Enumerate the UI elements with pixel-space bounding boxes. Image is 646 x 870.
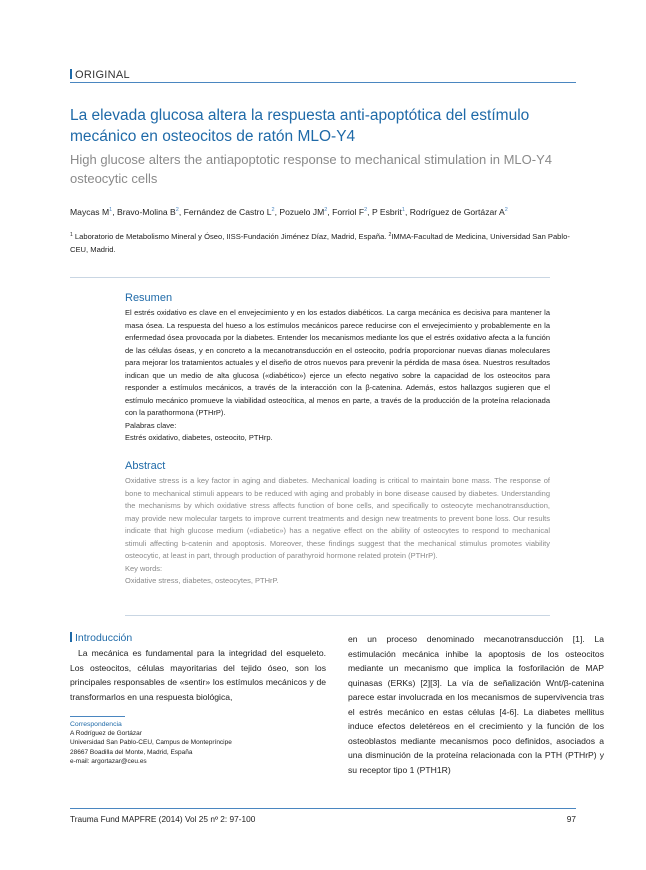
- author-affil-mark: 2: [271, 207, 275, 213]
- section-marker: [70, 69, 72, 79]
- author-list: Maycas $M^1$, Bravo-Molina $B^2$, Fernández de Castro $L^2$, Pozuelo $JM^2$, Forriol $F^2$, P Esbrit$^1$, Rodríguez de Gortázar $A^2$: [70, 207, 508, 217]
- correspondence-name: A Rodríguez de Gortázar: [70, 730, 142, 738]
- paragraph: en un proceso denominado mecanotransducción [1]. La estimulación mecánica inhibe la apoptosis de los osteocitos mediante un mecanismo que implica la fosforilación de MAP quinasas (ERKs) [2][3]. La vía de señalización Wnt/β-catenina parece estar involucrada en los mecanismos de supervivencia tras el estrés mecánico en estas células [4-6]. La diabetes mellitus induce efectos deletéreos en el crecimiento y la función de los osteoblastos mediante mecanismos poco definidos, asociados a una disminución de la proteína relacionada con la PTH (PTHrP) y su receptor tipo 1 (PTH1R): [348, 634, 604, 775]
- author: Maycas M: [70, 207, 110, 217]
- affil-mark: 1: [70, 232, 73, 238]
- resumen-keywords: Estrés oxidativo, diabetes, osteocito, PTHrp.: [125, 433, 273, 442]
- abstract-keywords-label: Key words:: [125, 563, 163, 573]
- author-affil-mark: 2: [364, 207, 368, 213]
- section-marker: [70, 632, 72, 642]
- correspondence-email: e-mail: argortazar@ceu.es: [70, 757, 147, 765]
- header-rule: [70, 82, 576, 83]
- intro-heading: [70, 632, 132, 644]
- correspondence-address: 28667 Boadilla del Monte, Madrid, España: [70, 748, 193, 756]
- abstract-heading: Abstract: [125, 460, 166, 472]
- author: P Esbrit: [371, 207, 402, 217]
- author-affil-mark: 2: [324, 207, 328, 213]
- affiliations: [70, 229, 576, 256]
- author-affil-mark: 2: [504, 207, 508, 213]
- divider: [70, 277, 550, 278]
- resumen-heading: Resumen: [125, 292, 173, 304]
- abstract-keywords: Oxidative stress, diabetes, osteocytes, PTHrP.: [125, 576, 279, 585]
- author: Fernández de Castro L: [183, 207, 272, 217]
- correspondence-rule: [70, 716, 125, 717]
- article-title-en: High glucose alters the antiapoptotic response to mechanical stimulation in MLO-Y4 osteocytic cells: [70, 152, 552, 186]
- abstract-text: Oxidative stress is a key factor in aging and diabetes. Mechanical loading is critical to maintain bone mass. The response of bone to mechanical stimuli appears to be reduced with aging and probably in bone disease caused by diabetes. Understanding the mechanisms by which oxidative stress affects function of bone cells, and specifically to osteocyte mechanotransduction, may provide new molecular targets to improve current treatments and design new treatments to prevent bone loss. Our results indicate that high glucose medium («diabetic») has a negative effect on the ability of osteocytes to respond to mechanical stimuli affecting b-catenin and apoptosis. Moreover, these findings suggest that the mechanical stimulus promotes viability osteocytic, at least in part, through production of parathyroid hormone related protein (PTHrP).: [125, 476, 550, 560]
- divider: [125, 615, 550, 616]
- author: Pozuelo JM: [279, 207, 325, 217]
- article-title-es: La elevada glucosa altera la respuesta anti-apoptótica del estímulo mecánico en osteocitos de ratón MLO-Y4: [70, 107, 530, 145]
- correspondence-institution: Universidad San Pablo-CEU, Campus de Montepríncipe: [70, 739, 232, 747]
- intro-heading-label: Introducción: [75, 632, 133, 644]
- resumen-block: [125, 307, 550, 445]
- abstract-block: [125, 475, 550, 588]
- affiliation-2: IMMA-Facultad de Medicina, Universidad San Pablo-CEU, Madrid.: [70, 232, 570, 254]
- correspondence-block: [70, 720, 330, 766]
- author-affil-mark: 1: [401, 207, 405, 213]
- author-affil-mark: 1: [109, 207, 113, 213]
- affil-mark: 2: [388, 232, 392, 238]
- intro-text-left: [70, 646, 326, 704]
- section-tag: [70, 69, 130, 81]
- journal-citation: Trauma Fund MAPFRE (2014) Vol 25 nº 2: 97-100: [70, 814, 256, 824]
- author: Rodríguez de Gortázar A: [409, 207, 505, 217]
- author-affil-mark: 2: [175, 207, 179, 213]
- author: Forriol F: [332, 207, 365, 217]
- author: Bravo-Molina B: [117, 207, 176, 217]
- affiliation-1: Laboratorio de Metabolismo Mineral y Óseo, IISS-Fundación Jiménez Díaz, Madrid, España.: [74, 232, 387, 241]
- footer-rule: [70, 808, 576, 809]
- paragraph: La mecánica es fundamental para la integridad del esqueleto. Los osteocitos, células mayoritarias del tejido óseo, son los principales responsables de «sentir» los estímulos mecánicos y de transformarlos en una respuesta biológica,: [70, 648, 326, 702]
- resumen-keywords-label: Palabras clave:: [125, 420, 177, 430]
- page-number: 97: [566, 814, 576, 824]
- section-tag-label: ORIGINAL: [75, 69, 130, 81]
- intro-text-right: [348, 632, 604, 777]
- resumen-text: El estrés oxidativo es clave en el envejecimiento y en los estados diabéticos. La carga mecánica es decisiva para mantener la masa ósea. La respuesta del hueso a los estímulos mecánicos parece reducirse con el envejecimiento y probablemente en la enfermedad ósea provocada por la diabetes. Entender los mecanismos mediante los que el estrés oxidativo afecta a la función de las células óseas, y en concreto a la mecanotransducción en el osteocito, podría proporcionar nuevas dianas moleculares para mejorar los tratamientos actuales y el diseño de otros nuevos para prevenir la pérdida de masa ósea. Nuestros resultados indican que un medio de alta glucosa («diabético») ejerce un efecto negativo sobre la capacidad de los osteocitos para responder a estímulos mecánicos, a través de la interacción con la β-catenina. Además, estos hallazgos sugieren que el estímulo mecánico promueve la viabilidad osteocítica, al menos en parte, a través de la producción de la proteína relacionada con la parathormona (PTHrP).: [125, 308, 550, 417]
- correspondence-heading: Correspondencia: [70, 721, 122, 728]
